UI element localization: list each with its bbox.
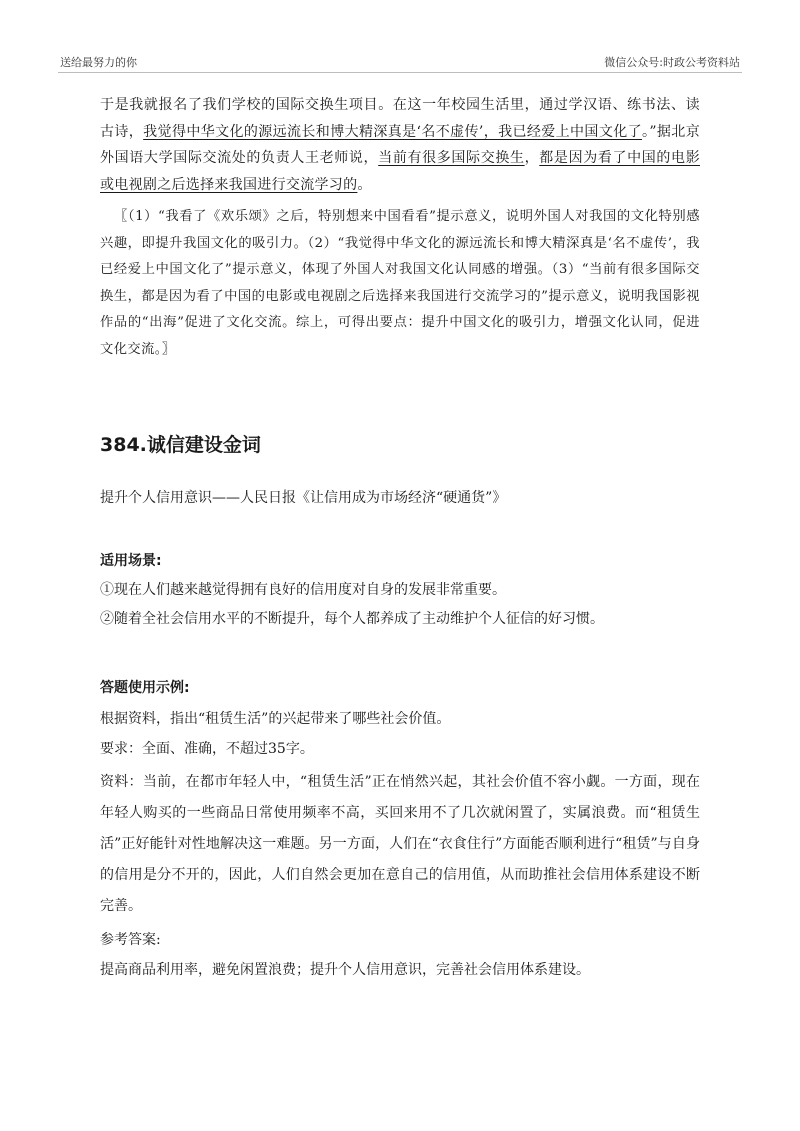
example-material: 资料：当前，在都市年轻人中，“租赁生活”正在悄然兴起，其社会价值不容小觑。一方面，现在年轻人购买的一些商品日常使用频率不高，买回来用不了几次就闲置了，实属浪费。而“租赁生活”正好能针对性地解决这一难题。另一方面，人们在“衣食住行”方面能否顺利进行“租赁”与自身的信用是分不开的，因此，人们自然会更加在意自己的信用值，从而助推社会信用体系建设不断完善。 [100, 774, 700, 914]
intro-underline-1: 我觉得中华文化的源远流长和博大精深真是‘名不虚传’，我已经爱上中国文化了 [143, 123, 642, 140]
scenario-item-2: ②随着全社会信用水平的不断提升，每个人都养成了主动维护个人征信的好习惯。 [100, 611, 604, 627]
header-slogan: 送给最努力的你 [60, 56, 137, 69]
analysis-paragraph: 〖（1）“我看了《欢乐颂》之后，特别想来中国看看”提示意义，说明外国人对我国的文化特别感兴趣，即提升我国文化的吸引力。（2）“我觉得中华文化的源远流长和博大精深真是‘名不虚传’，我已经爱上中国文化了”提示意义，体现了外国人对我国文化认同感的增强。（3）“当前有很多国际交换生，都是因为看了中国的电影或电视剧之后选择来我国进行交流学习的”提示意义，说明我国影视作品的“出海”促进了文化交流。综上，可得出要点：提升中国文化的吸引力，增强文化认同，促进文化交流。〗 [100, 209, 700, 357]
intro-paragraph [100, 92, 700, 198]
answer-text: 提高商品利用率，避免闲置浪费；提升个人信用意识，完善社会信用体系建设。 [100, 962, 590, 978]
answer-label: 参考答案: [100, 932, 161, 948]
page-header [58, 50, 742, 73]
example-label: 答题使用示例: [100, 680, 190, 696]
example-requirement: 要求：全面、准确，不超过35字。 [100, 741, 314, 757]
example-question: 根据资料，指出“租赁生活”的兴起带来了哪些社会价值。 [100, 711, 451, 727]
scenarios-label: 适用场景: [100, 553, 162, 569]
intro-underline-2: 当前有很多国际交换生 [378, 150, 525, 166]
intro-text-4: 。 [357, 176, 372, 193]
section-title: 384.诚信建设金词 [100, 434, 261, 456]
key-phrase: 提升个人信用意识——人民日报《让信用成为市场经济“硬通货”》 [100, 490, 507, 506]
page-content [100, 92, 700, 978]
intro-text-3: ， [524, 150, 540, 166]
header-wechat-account: 微信公众号:时政公考资料站 [604, 56, 740, 69]
scenario-item-1: ①现在人们越来越觉得拥有良好的信用度对自身的发展非常重要。 [100, 582, 506, 598]
intro-text-2: 。”据北京外国语大学国际交流处的负责人王老师说， [100, 123, 700, 166]
intro-underline-3: 都是因为看了中国的电影或电视剧之后选择来我国进行交流学习的 [100, 150, 700, 193]
intro-text-1: 于是我就报名了我们学校的国际交换生项目。在这一年校园生活里，通过学汉语、练书法、读古诗， [100, 97, 700, 140]
